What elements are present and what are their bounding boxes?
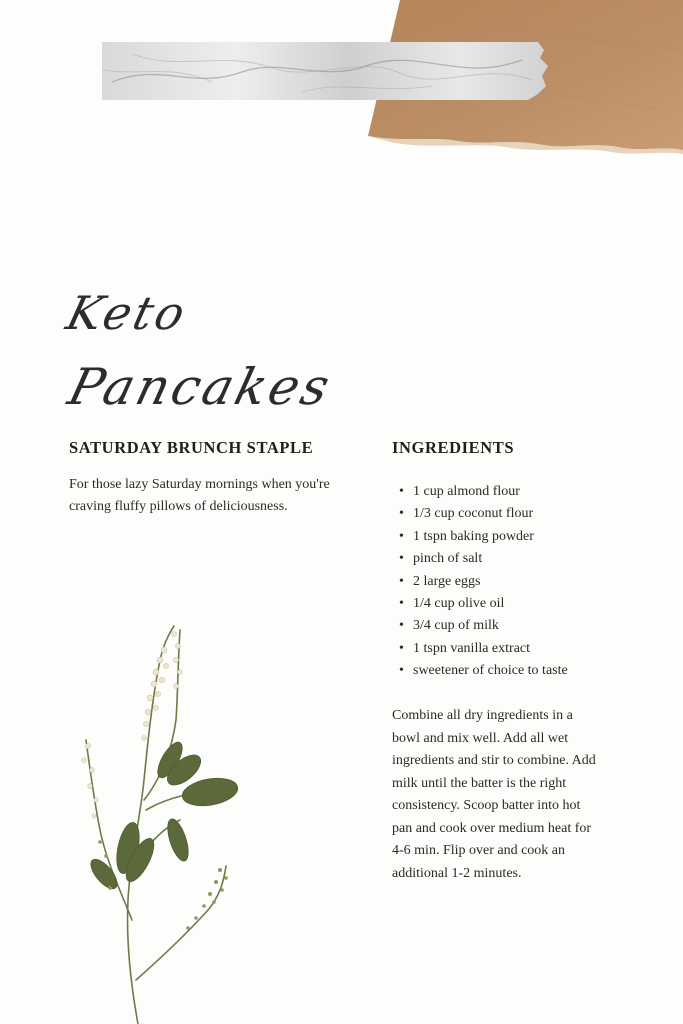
ingredient-item [399,571,568,593]
ingredient-item [399,593,568,615]
ingredient-label: 1/3 cup coconut flour [413,506,534,522]
intro-text: For those lazy Saturday mornings when you're craving fluffy pillows of deliciousness. [69,477,330,514]
ingredient-item [399,481,568,503]
ingredient-item [399,503,568,525]
ingredient-item [399,548,568,570]
title-line-2: Pancakes [62,358,339,416]
bullet-icon: • [399,484,404,499]
pressed-plant-illustration [60,620,260,1024]
bullet-icon: • [399,663,404,679]
subtitle-heading: SATURDAY BRUNCH STAPLE [69,438,314,457]
bullet-icon: • [399,573,404,589]
ingredient-label: sweetener of choice to taste [413,663,568,679]
ingredients-list [399,481,568,683]
title-line-1: Keto [61,286,194,340]
bullet-icon: • [399,618,404,634]
ingredient-label: pinch of salt [413,551,483,567]
ingredient-item [399,660,568,682]
ingredient-label: 1 cup almond flour [413,484,520,499]
ingredient-label: 1 tspn baking powder [413,528,534,544]
ingredient-label: 2 large eggs [413,573,481,589]
ingredient-label: 1/4 cup olive oil [413,595,505,611]
recipe-title [61,280,339,430]
ingredient-item [399,615,568,637]
bullet-icon: • [399,595,404,611]
ingredient-item [399,638,568,660]
marble-tape-decoration [102,42,552,100]
ingredient-label: 1 tspn vanilla extract [413,640,531,656]
ingredient-label: 3/4 cup of milk [413,618,499,634]
method-text: Combine all dry ingredients in a bowl and mix well. Add all wet ingredients and stir to combine. Add milk until the batter is the right consistency. Scoop batter into hot pan and cook over medium heat for 4-6 min. Flip over and cook an additional 1-2 minutes. [392,708,596,881]
bullet-icon: • [399,640,404,656]
bullet-icon: • [399,551,404,567]
bullet-icon: • [399,506,404,522]
ingredients-heading: INGREDIENTS [392,438,515,457]
bullet-icon: • [399,528,404,544]
ingredient-item [399,526,568,548]
